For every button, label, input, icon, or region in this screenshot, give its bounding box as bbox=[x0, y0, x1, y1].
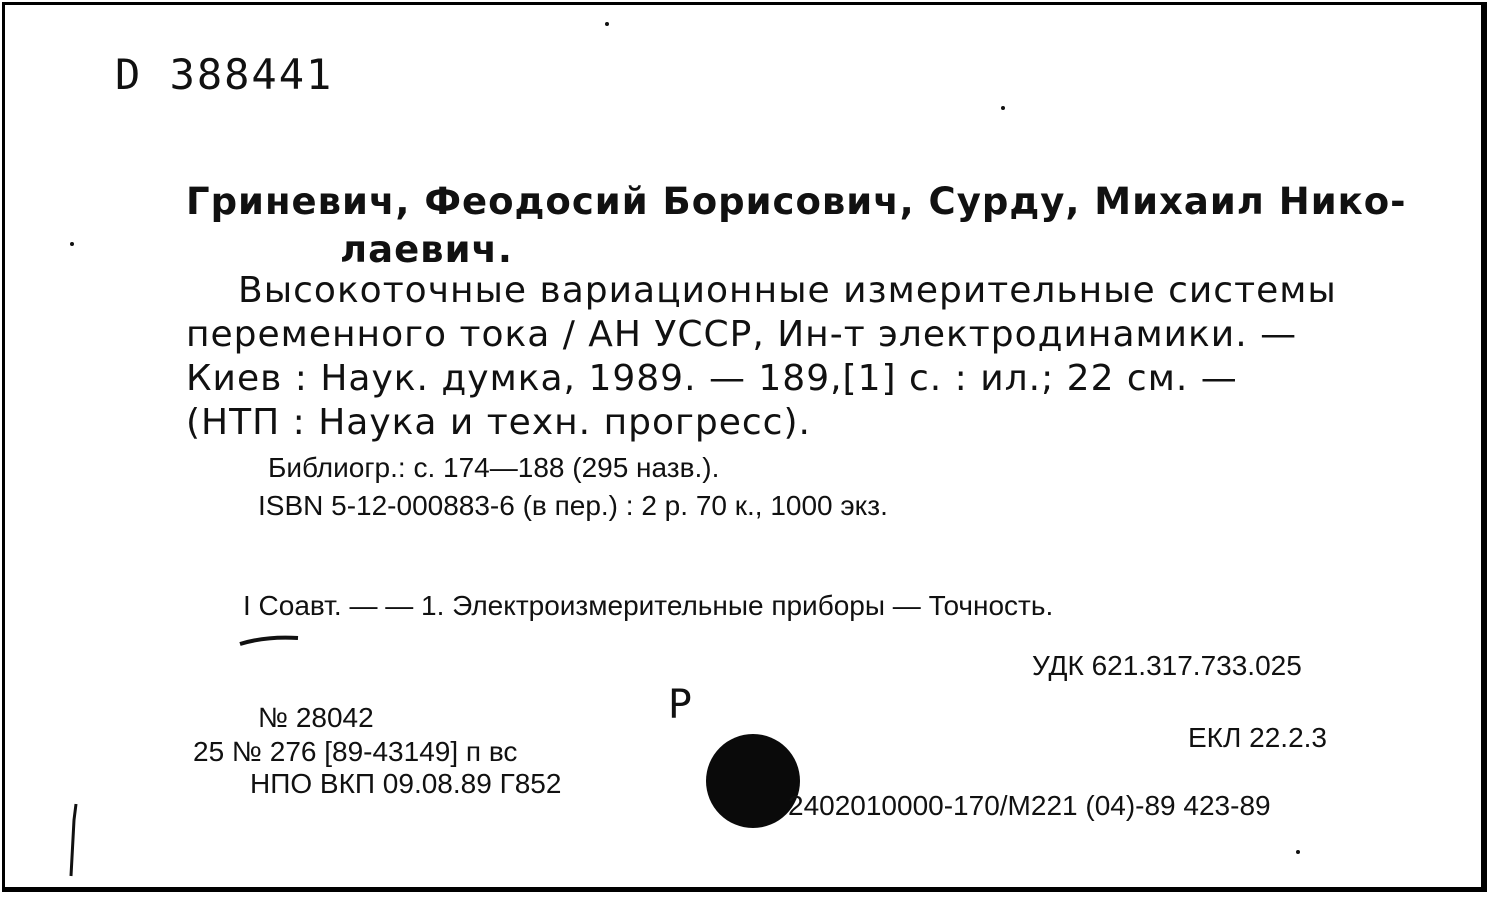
letter-mark: Р bbox=[668, 682, 693, 728]
punch-hole bbox=[706, 734, 800, 828]
ekl-code: ЕКЛ 22.2.3 bbox=[1188, 722, 1327, 753]
pencil-mark bbox=[62, 800, 84, 880]
order-line: 25 № 276 [89-43149] п вс bbox=[193, 736, 518, 767]
card-id-code: D 388441 bbox=[115, 50, 334, 99]
publisher-line: НПО ВКП 09.08.89 Г852 bbox=[250, 768, 562, 799]
speck bbox=[1001, 106, 1005, 110]
title-line-3: Киев : Наук. думка, 1989. — 189,[1] с. : ил.; 22 см. — bbox=[186, 358, 1238, 399]
author-line-2: лаевич. bbox=[340, 228, 513, 271]
isbn-line: ISBN 5-12-000883-6 (в пер.) : 2 р. 70 к., 1000 экз. bbox=[258, 490, 888, 521]
subject-headings: I Соавт. — — 1. Электроизмерительные приборы — Точность. bbox=[243, 590, 1054, 621]
speck bbox=[1296, 850, 1300, 854]
catalog-code: 2402010000-170/М221 (04)-89 423-89 bbox=[788, 790, 1271, 821]
underline-mark bbox=[236, 630, 306, 652]
speck bbox=[605, 22, 609, 26]
card-number: № 28042 bbox=[258, 702, 374, 733]
title-line-1: Высокоточные вариационные измерительные системы bbox=[238, 270, 1337, 311]
udk-code: УДК 621.317.733.025 bbox=[1032, 650, 1302, 681]
speck bbox=[70, 242, 74, 246]
title-line-4: (НТП : Наука и техн. прогресс). bbox=[186, 402, 811, 443]
bibliography: Библиогр.: с. 174—188 (295 назв.). bbox=[268, 452, 720, 483]
title-line-2: переменного тока / АН УССР, Ин-т электродинамики. — bbox=[186, 314, 1298, 355]
author-line-1: Гриневич, Феодосий Борисович, Сурду, Михаил Нико- bbox=[186, 180, 1407, 223]
